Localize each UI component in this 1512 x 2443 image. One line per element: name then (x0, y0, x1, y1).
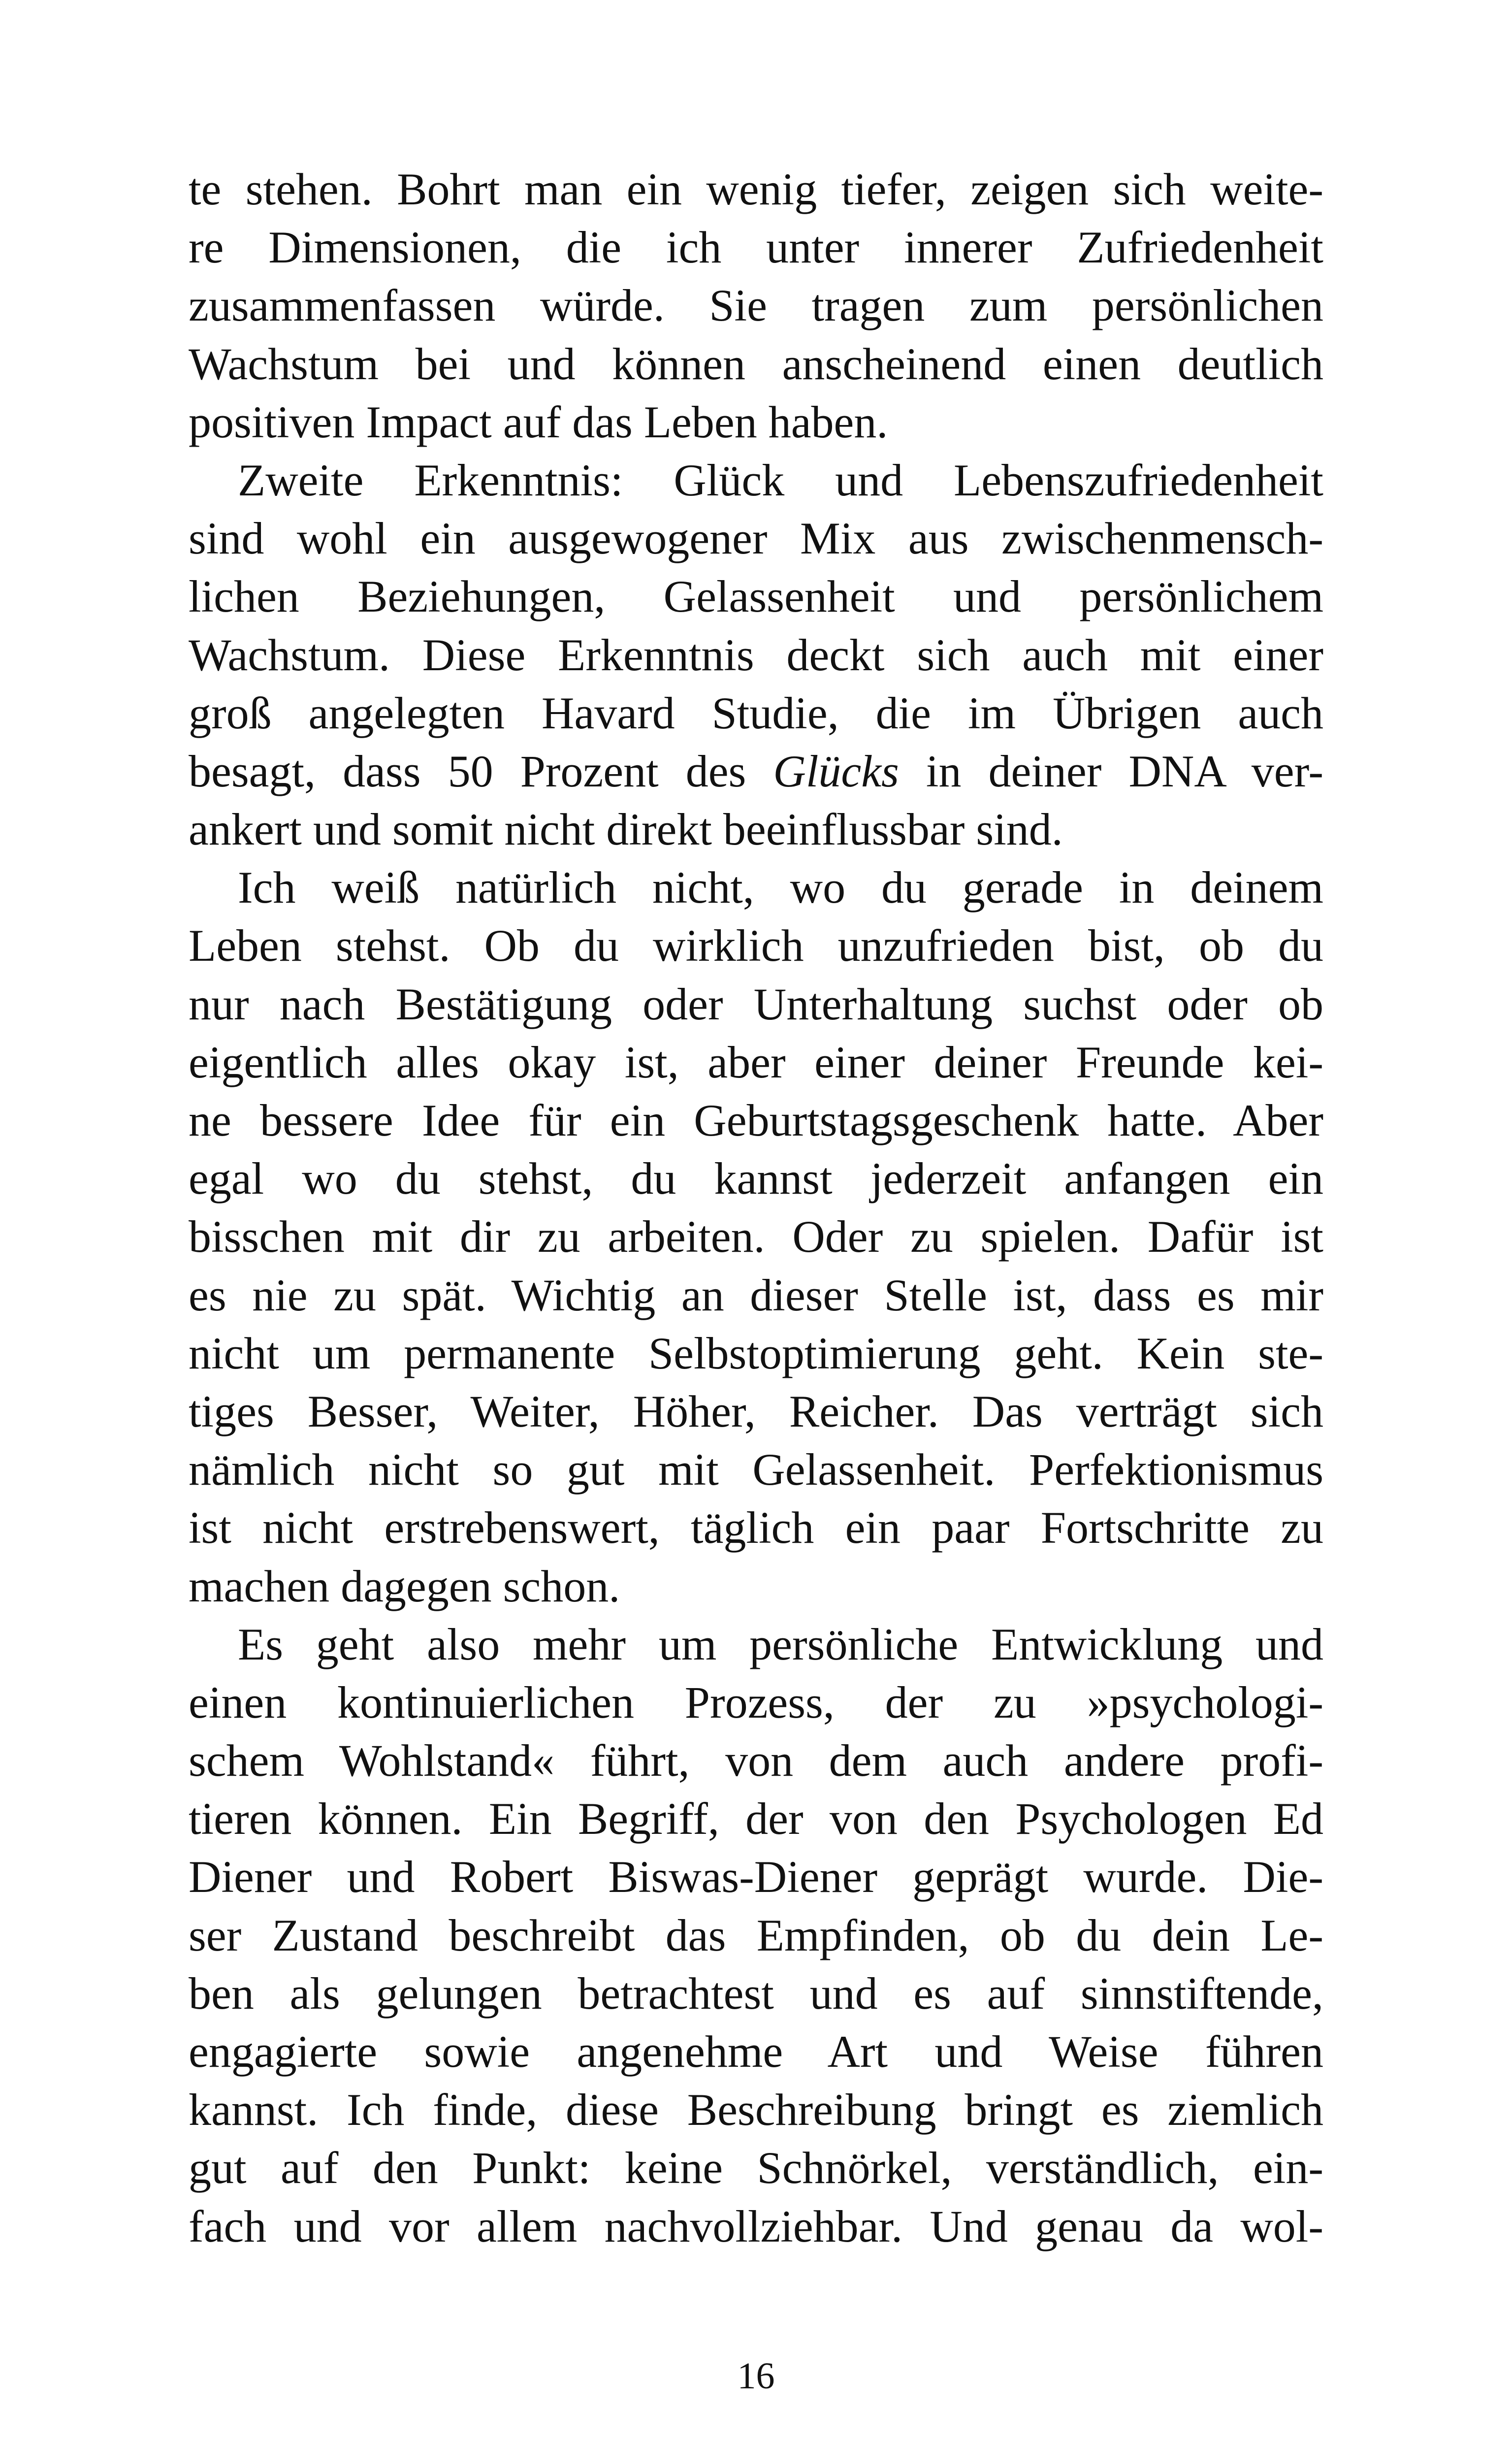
text-line: te stehen. Bohrt man ein wenig tiefer, zeigen sich weite- (189, 164, 1323, 214)
text-line: re Dimensionen, die ich unter innerer Zufriedenheit (189, 222, 1323, 273)
text-line: einen kontinuierlichen Prozess, der zu »psychologi- (189, 1677, 1323, 1727)
text-line: engagierte sowie angenehme Art und Weise führen (189, 2026, 1323, 2077)
text-segment: in deiner DNA ver- (899, 746, 1324, 796)
text-line: Wachstum bei und können anscheinend einen deutlich (189, 338, 1323, 389)
page-number: 16 (737, 2355, 775, 2397)
text-line: bisschen mit dir zu arbeiten. Oder zu spielen. Dafür ist (189, 1211, 1323, 1262)
text-line: es nie zu spät. Wichtig an dieser Stelle ist, dass es mir (189, 1270, 1323, 1320)
text-line: Ich weiß natürlich nicht, wo du gerade in deinem (238, 862, 1323, 913)
text-line: machen dagegen schon. (189, 1561, 620, 1611)
text-line: eigentlich alles okay ist, aber einer deiner Freunde kei- (189, 1037, 1323, 1087)
body-text (189, 160, 1323, 2255)
text-line: ben als gelungen betrachtest und es auf sinnstiftende, (189, 1968, 1323, 2019)
text-line: positiven Impact auf das Leben haben. (189, 396, 888, 447)
text-line: Es geht also mehr um persönliche Entwicklung und (238, 1619, 1323, 1669)
text-line: ne bessere Idee für ein Geburtstagsgeschenk hatte. Aber (189, 1095, 1323, 1145)
italic-word: Glücks (773, 746, 899, 796)
text-line: ist nicht erstrebenswert, täglich ein paar Fortschritte zu (189, 1502, 1323, 1553)
text-line: Wachstum. Diese Erkenntnis deckt sich auch mit einer (189, 629, 1323, 680)
text-line (189, 742, 1323, 800)
text-line: groß angelegten Havard Studie, die im Übrigen auch (189, 687, 1323, 738)
text-line: Diener und Robert Biswas-Diener geprägt wurde. Die- (189, 1852, 1323, 1902)
text-line: ser Zustand beschreibt das Empfinden, ob du dein Le- (189, 1910, 1323, 1960)
text-line: nicht um permanente Selbstoptimierung geht. Kein ste- (189, 1328, 1323, 1378)
text-line: sind wohl ein ausgewogener Mix aus zwischenmensch- (189, 513, 1323, 564)
text-line: egal wo du stehst, du kannst jederzeit anfangen ein (189, 1153, 1323, 1204)
text-line: Leben stehst. Ob du wirklich unzufrieden bist, ob du (189, 920, 1323, 971)
text-line: Zweite Erkenntnis: Glück und Lebenszufriedenheit (238, 455, 1323, 505)
text-segment: besagt, dass 50 Prozent des (189, 746, 773, 796)
text-line: tiges Besser, Weiter, Höher, Reicher. Das verträgt sich (189, 1386, 1323, 1436)
text-line: gut auf den Punkt: keine Schnörkel, verständlich, ein- (189, 2143, 1323, 2193)
text-line: nur nach Bestätigung oder Unterhaltung suchst oder ob (189, 978, 1323, 1029)
text-line: nämlich nicht so gut mit Gelassenheit. Perfektionismus (189, 1444, 1323, 1495)
text-line: fach und vor allem nachvollziehbar. Und genau da wol- (189, 2201, 1323, 2251)
text-line: zusammenfassen würde. Sie tragen zum persönlichen (189, 280, 1323, 331)
text-line: lichen Beziehungen, Gelassenheit und persönlichem (189, 571, 1323, 622)
text-line: schem Wohlstand« führt, von dem auch andere profi- (189, 1735, 1323, 1786)
text-line: tieren können. Ein Begriff, der von den Psychologen Ed (189, 1793, 1323, 1844)
text-line: kannst. Ich finde, diese Beschreibung bringt es ziemlich (189, 2085, 1323, 2135)
text-line: ankert und somit nicht direkt beeinflussbar sind. (189, 804, 1063, 855)
